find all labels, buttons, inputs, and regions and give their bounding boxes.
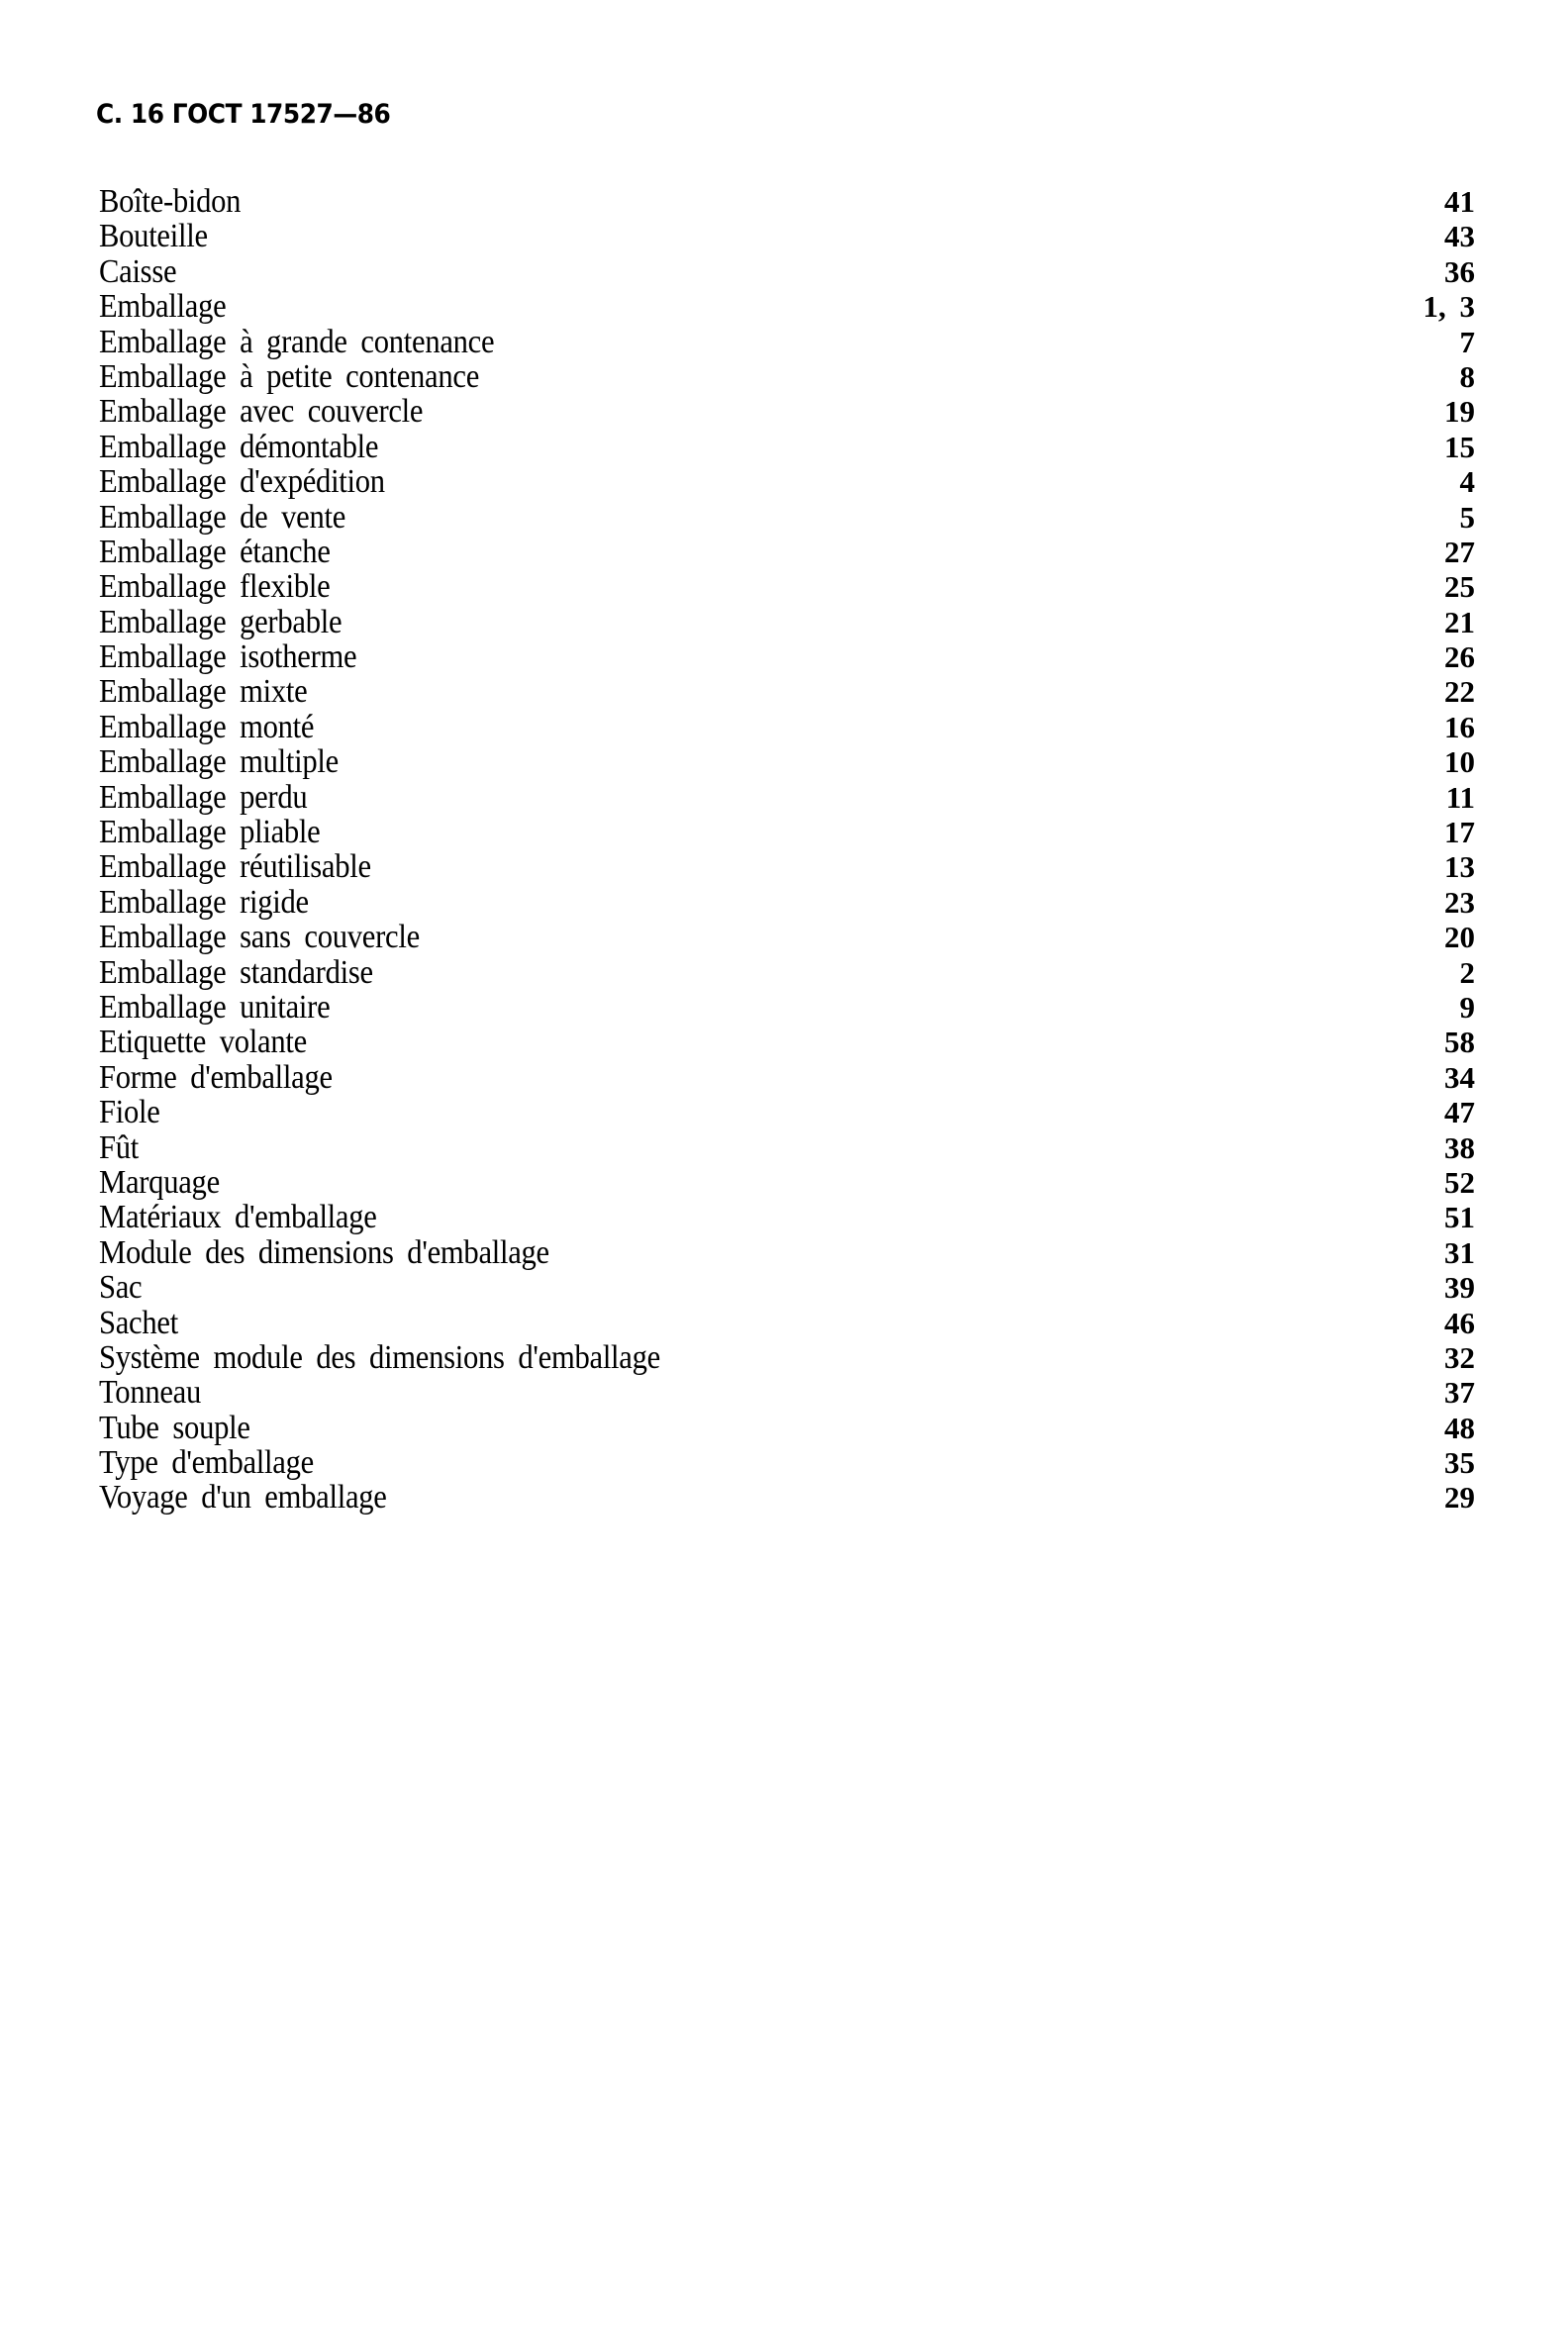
index-entry — [99, 1025, 1475, 1059]
entry-term: Bouteille — [99, 218, 208, 255]
entry-reference-number: 52 — [1444, 1164, 1475, 1200]
entry-term: Emballage à petite contenance — [99, 357, 480, 395]
entry-reference-number: 39 — [1444, 1270, 1475, 1306]
entry-term: Forme d'emballage — [99, 1058, 333, 1096]
index-entry — [99, 780, 1475, 815]
entry-reference-number: 38 — [1444, 1129, 1475, 1165]
index-entry — [99, 1165, 1475, 1200]
entry-reference-number: 37 — [1444, 1375, 1475, 1411]
page-header: С. 16 ГОСТ 17527—86 — [96, 99, 391, 130]
index-entry — [99, 990, 1475, 1025]
entry-reference-number: 31 — [1444, 1234, 1475, 1270]
entry-reference-number: 2 — [1459, 954, 1475, 990]
index-entry — [99, 359, 1475, 394]
entry-reference-number: 9 — [1459, 989, 1475, 1025]
entry-reference-number: 13 — [1444, 849, 1475, 885]
entry-term: Emballage sans couvercle — [99, 919, 420, 956]
index-entry — [99, 500, 1475, 535]
entry-reference-number: 4 — [1459, 464, 1475, 500]
entry-reference-number: 32 — [1444, 1339, 1475, 1375]
index-entry — [99, 1270, 1475, 1305]
entry-reference-number: 27 — [1444, 534, 1475, 569]
entry-term: Type d'emballage — [99, 1444, 314, 1482]
index-entry — [99, 464, 1475, 499]
index-entry — [99, 569, 1475, 604]
index-entry — [99, 815, 1475, 849]
index-entry — [99, 605, 1475, 639]
entry-reference-number: 17 — [1444, 815, 1475, 850]
entry-term: Emballage réutilisable — [99, 848, 371, 886]
entry-term: Emballage standardise — [99, 953, 373, 991]
entry-term: Emballage — [99, 288, 227, 326]
entry-reference-number: 43 — [1444, 219, 1475, 254]
entry-term: Matériaux d'emballage — [99, 1199, 377, 1236]
index-entry — [99, 1445, 1475, 1480]
entry-term: Emballage mixte — [99, 673, 308, 711]
index-entry — [99, 1095, 1475, 1129]
entry-term: Emballage étanche — [99, 533, 331, 570]
entry-term: Emballage pliable — [99, 814, 321, 851]
entry-term: Emballage rigide — [99, 883, 309, 921]
entry-reference-number: 7 — [1459, 324, 1475, 359]
entry-reference-number: 29 — [1444, 1480, 1475, 1516]
entry-term: Emballage multiple — [99, 743, 339, 781]
entry-reference-number: 23 — [1444, 884, 1475, 920]
entry-term: Voyage d'un emballage — [99, 1479, 387, 1517]
index-entry — [99, 254, 1475, 289]
entry-term: Système module des dimensions d'emballage — [99, 1338, 660, 1376]
index-entry — [99, 1200, 1475, 1234]
index-entry — [99, 535, 1475, 569]
index-entry — [99, 710, 1475, 744]
index-entry — [99, 744, 1475, 779]
entry-term: Boîte-bidon — [99, 183, 242, 220]
entry-reference-number: 15 — [1444, 429, 1475, 464]
entry-term: Module des dimensions d'emballage — [99, 1233, 549, 1271]
entry-reference-number: 8 — [1459, 358, 1475, 394]
index-entry — [99, 639, 1475, 674]
index-entry — [99, 1235, 1475, 1270]
entry-term: Tonneau — [99, 1374, 202, 1412]
entry-reference-number: 46 — [1444, 1305, 1475, 1340]
index-entry — [99, 885, 1475, 920]
entry-reference-number: 26 — [1444, 639, 1475, 675]
entry-term: Emballage flexible — [99, 568, 331, 606]
entry-term: Emballage gerbable — [99, 603, 343, 640]
index-entry — [99, 1340, 1475, 1375]
entry-term: Emballage perdu — [99, 778, 308, 816]
entry-reference-number: 48 — [1444, 1410, 1475, 1445]
entry-reference-number: 34 — [1444, 1059, 1475, 1095]
index-entry — [99, 289, 1475, 324]
entry-reference-number: 58 — [1444, 1025, 1475, 1060]
index-entry — [99, 849, 1475, 884]
index-entry — [99, 674, 1475, 709]
term-index — [99, 184, 1475, 1516]
entry-reference-number: 16 — [1444, 709, 1475, 744]
entry-reference-number: 35 — [1444, 1445, 1475, 1481]
entry-reference-number: 41 — [1444, 184, 1475, 219]
index-entry — [99, 1411, 1475, 1445]
index-entry — [99, 184, 1475, 219]
entry-term: Emballage de vente — [99, 498, 346, 536]
index-entry — [99, 394, 1475, 429]
index-entry — [99, 920, 1475, 954]
index-entry — [99, 1375, 1475, 1410]
entry-term: Tube souple — [99, 1409, 250, 1446]
entry-reference-number: 11 — [1445, 779, 1475, 815]
entry-reference-number: 51 — [1444, 1200, 1475, 1235]
entry-reference-number: 1, 3 — [1422, 289, 1475, 325]
index-entry — [99, 1480, 1475, 1515]
entry-reference-number: 36 — [1444, 253, 1475, 289]
entry-reference-number: 47 — [1444, 1095, 1475, 1130]
entry-reference-number: 21 — [1444, 604, 1475, 639]
entry-term: Emballage à grande contenance — [99, 323, 495, 360]
entry-term: Fiole — [99, 1094, 160, 1131]
entry-term: Emballage monté — [99, 708, 315, 745]
index-entry — [99, 955, 1475, 990]
entry-reference-number: 22 — [1444, 674, 1475, 710]
entry-reference-number: 5 — [1459, 499, 1475, 535]
entry-term: Fût — [99, 1128, 140, 1166]
index-entry — [99, 1130, 1475, 1165]
entry-reference-number: 20 — [1444, 920, 1475, 955]
index-entry — [99, 219, 1475, 253]
index-entry — [99, 1060, 1475, 1095]
entry-term: Etiquette volante — [99, 1024, 307, 1061]
entry-term: Caisse — [99, 252, 177, 290]
entry-reference-number: 10 — [1444, 744, 1475, 780]
index-entry — [99, 1306, 1475, 1340]
entry-term: Emballage isotherme — [99, 638, 357, 676]
entry-term: Emballage unitaire — [99, 988, 331, 1026]
entry-term: Emballage d'expédition — [99, 463, 385, 501]
entry-term: Sac — [99, 1269, 143, 1307]
entry-term: Emballage avec couvercle — [99, 393, 424, 431]
entry-reference-number: 25 — [1444, 569, 1475, 605]
entry-term: Sachet — [99, 1304, 178, 1341]
entry-term: Emballage démontable — [99, 428, 379, 465]
entry-reference-number: 19 — [1444, 394, 1475, 430]
index-entry — [99, 325, 1475, 359]
entry-term: Marquage — [99, 1163, 220, 1201]
index-entry — [99, 430, 1475, 464]
